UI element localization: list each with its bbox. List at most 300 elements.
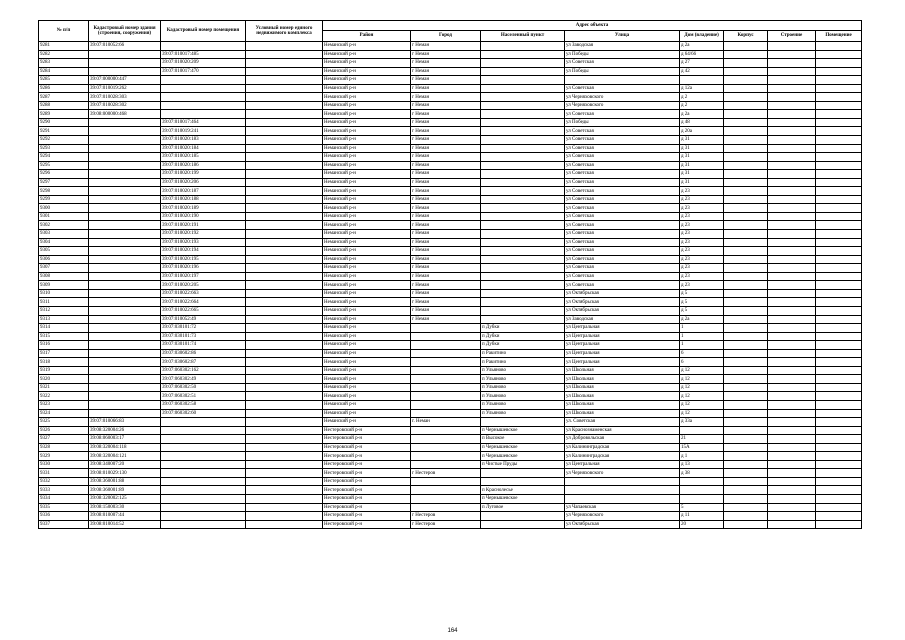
cell-cadastral-building: 39:07:010028:302 <box>89 101 161 110</box>
cell-cadastral-room <box>161 443 246 452</box>
cell-city <box>411 383 481 392</box>
cell-settlement <box>481 298 565 307</box>
cell-street: ул Центральная <box>565 460 680 469</box>
cell-pomeshchenie <box>816 195 862 204</box>
cell-cadastral-room: 39:07:010020:199 <box>161 170 246 179</box>
cell-cadastral-room: 39:07:010020:195 <box>161 255 246 264</box>
cell-settlement: п Дубки <box>481 341 565 350</box>
cell-stroenie <box>768 161 816 170</box>
cell-stroenie <box>768 418 816 427</box>
cell-num: 9303 <box>39 230 89 239</box>
cell-korpus <box>724 332 768 341</box>
cell-settlement <box>481 306 565 315</box>
cell-street: ул Заводская <box>565 42 680 51</box>
cell-house: д 20а <box>680 127 724 136</box>
cell-conditional <box>246 349 323 358</box>
cell-settlement <box>481 238 565 247</box>
cell-cadastral-building: 39:07:010066:83 <box>89 418 161 427</box>
cell-city <box>411 494 481 503</box>
cell-cadastral-room: 39:07:060302:60 <box>161 409 246 418</box>
cell-korpus <box>724 272 768 281</box>
cell-city <box>411 409 481 418</box>
cell-pomeshchenie <box>816 400 862 409</box>
table-row <box>39 358 862 367</box>
cell-house: д 2а <box>680 42 724 51</box>
cell-cadastral-room <box>161 93 246 102</box>
cell-stroenie <box>768 247 816 256</box>
cell-city: г Неман <box>411 212 481 221</box>
cell-city: г Неман <box>411 255 481 264</box>
cell-pomeshchenie <box>816 289 862 298</box>
cell-city <box>411 452 481 461</box>
cell-stroenie <box>768 315 816 324</box>
cell-cadastral-room: 39:07:010020:183 <box>161 136 246 145</box>
table-row <box>39 477 862 486</box>
table-row <box>39 341 862 350</box>
cell-district: Нестеровский р-н <box>323 469 411 478</box>
cell-korpus <box>724 153 768 162</box>
cell-district: Нестеровский р-н <box>323 494 411 503</box>
cell-cadastral-building <box>89 392 161 401</box>
cell-settlement <box>481 42 565 51</box>
cell-num: 9299 <box>39 195 89 204</box>
cell-num: 9283 <box>39 59 89 68</box>
cell-korpus <box>724 477 768 486</box>
cell-cadastral-building <box>89 59 161 68</box>
cell-stroenie <box>768 272 816 281</box>
cell-district: Неманский р-н <box>323 289 411 298</box>
cell-stroenie <box>768 443 816 452</box>
cell-cadastral-room: 39:07:010020:209 <box>161 59 246 68</box>
cell-house: д 23 <box>680 195 724 204</box>
cell-city <box>411 392 481 401</box>
cell-settlement <box>481 212 565 221</box>
cell-house: д 2 <box>680 93 724 102</box>
cell-pomeshchenie <box>816 366 862 375</box>
cell-korpus <box>724 324 768 333</box>
cell-city: г Неман <box>411 187 481 196</box>
cell-korpus <box>724 452 768 461</box>
table-row <box>39 272 862 281</box>
cell-district: Неманский р-н <box>323 230 411 239</box>
cell-district: Нестеровский р-н <box>323 520 411 529</box>
cell-house: д 5 <box>680 306 724 315</box>
cell-house: д 42 <box>680 67 724 76</box>
cell-cadastral-room: 39:07:010017:470 <box>161 67 246 76</box>
cell-settlement: п Дубки <box>481 324 565 333</box>
cell-num: 9290 <box>39 118 89 127</box>
table-row <box>39 435 862 444</box>
cell-korpus <box>724 212 768 221</box>
cell-pomeshchenie <box>816 281 862 290</box>
cell-conditional <box>246 477 323 486</box>
cell-street: ул Чапаевская <box>565 503 680 512</box>
cell-korpus <box>724 358 768 367</box>
cell-korpus <box>724 341 768 350</box>
cell-stroenie <box>768 426 816 435</box>
cell-stroenie <box>768 435 816 444</box>
cell-house: 15А <box>680 443 724 452</box>
cell-street: ул Черняховского <box>565 93 680 102</box>
cell-stroenie <box>768 452 816 461</box>
cell-settlement: п Ульяново <box>481 409 565 418</box>
cell-city: г Неман <box>411 153 481 162</box>
cell-conditional <box>246 520 323 529</box>
cell-conditional <box>246 127 323 136</box>
cell-settlement <box>481 187 565 196</box>
cell-cadastral-room: 39:07:010020:187 <box>161 187 246 196</box>
cell-pomeshchenie <box>816 520 862 529</box>
cell-stroenie <box>768 469 816 478</box>
cell-stroenie <box>768 503 816 512</box>
cell-korpus <box>724 59 768 68</box>
cell-cadastral-building: 39:08:000000:468 <box>89 110 161 119</box>
cell-num: 9307 <box>39 264 89 273</box>
cell-num: 9329 <box>39 452 89 461</box>
cell-num: 9335 <box>39 503 89 512</box>
table-row <box>39 178 862 187</box>
cell-cadastral-building <box>89 161 161 170</box>
cell-stroenie <box>768 118 816 127</box>
cell-cadastral-room <box>161 84 246 93</box>
cell-stroenie <box>768 264 816 273</box>
table-row <box>39 264 862 273</box>
cell-stroenie <box>768 512 816 521</box>
cell-district: Неманский р-н <box>323 42 411 51</box>
cell-stroenie <box>768 366 816 375</box>
cell-stroenie <box>768 187 816 196</box>
cell-district: Неманский р-н <box>323 341 411 350</box>
cell-house: д 23 <box>680 221 724 230</box>
table-row <box>39 443 862 452</box>
cell-conditional <box>246 93 323 102</box>
cell-cadastral-building <box>89 358 161 367</box>
table-row <box>39 298 862 307</box>
cell-district: Неманский р-н <box>323 101 411 110</box>
cell-pomeshchenie <box>816 136 862 145</box>
table-row <box>39 409 862 418</box>
cell-cadastral-room: 39:07:010020:197 <box>161 272 246 281</box>
cell-korpus <box>724 118 768 127</box>
cell-cadastral-building: 39:08:360001:88 <box>89 477 161 486</box>
cell-city: г Неман <box>411 170 481 179</box>
cell-street: ул Заводская <box>565 315 680 324</box>
cell-num: 9294 <box>39 153 89 162</box>
table-row <box>39 153 862 162</box>
cell-korpus <box>724 101 768 110</box>
cell-street: ул Октябрьская <box>565 289 680 298</box>
cell-stroenie <box>768 230 816 239</box>
cell-conditional <box>246 426 323 435</box>
cell-pomeshchenie <box>816 418 862 427</box>
cell-cadastral-building <box>89 264 161 273</box>
cell-street: ул Школьная <box>565 400 680 409</box>
cell-settlement <box>481 118 565 127</box>
cell-conditional <box>246 153 323 162</box>
cell-district: Неманский р-н <box>323 272 411 281</box>
cell-house: д 12 <box>680 409 724 418</box>
cell-settlement <box>481 255 565 264</box>
cell-house: д 31 <box>680 170 724 179</box>
cell-stroenie <box>768 110 816 119</box>
cell-settlement <box>481 67 565 76</box>
cell-cadastral-room: 39:07:060302:162 <box>161 366 246 375</box>
cell-korpus <box>724 195 768 204</box>
cell-district: Нестеровский р-н <box>323 452 411 461</box>
cell-house: д 23 <box>680 272 724 281</box>
cell-house: д 23 <box>680 230 724 239</box>
cell-house: 1 <box>680 341 724 350</box>
cell-city: г Неман <box>411 144 481 153</box>
table-row <box>39 101 862 110</box>
cell-cadastral-building <box>89 212 161 221</box>
cell-house: 5 <box>680 503 724 512</box>
cell-korpus <box>724 375 768 384</box>
cell-cadastral-room: 39:07:010020:191 <box>161 221 246 230</box>
cell-conditional <box>246 486 323 495</box>
cell-conditional <box>246 212 323 221</box>
cell-conditional <box>246 400 323 409</box>
cell-cadastral-room: 39:07:010022:664 <box>161 298 246 307</box>
cell-num: 9313 <box>39 315 89 324</box>
cell-korpus <box>724 76 768 85</box>
cell-conditional <box>246 298 323 307</box>
cell-korpus <box>724 486 768 495</box>
cell-settlement <box>481 281 565 290</box>
cell-house: д 64/66 <box>680 50 724 59</box>
cell-conditional <box>246 221 323 230</box>
cell-num: 9286 <box>39 84 89 93</box>
cell-num: 9282 <box>39 50 89 59</box>
table-row <box>39 469 862 478</box>
cell-pomeshchenie <box>816 42 862 51</box>
cell-street: ул Советская <box>565 127 680 136</box>
cell-city <box>411 426 481 435</box>
cell-cadastral-room: 39:07:060302:49 <box>161 375 246 384</box>
cell-house: д 23 <box>680 255 724 264</box>
cell-pomeshchenie <box>816 435 862 444</box>
cell-street: ул Центральная <box>565 332 680 341</box>
cell-stroenie <box>768 101 816 110</box>
cell-stroenie <box>768 127 816 136</box>
cell-conditional <box>246 306 323 315</box>
table-row <box>39 306 862 315</box>
cell-cadastral-room <box>161 477 246 486</box>
cell-pomeshchenie <box>816 255 862 264</box>
table-row <box>39 161 862 170</box>
cell-street: ул Советская <box>565 187 680 196</box>
cell-street: ул Советская <box>565 238 680 247</box>
cell-house: д 23 <box>680 238 724 247</box>
cell-num: 9296 <box>39 170 89 179</box>
cell-pomeshchenie <box>816 67 862 76</box>
cell-district: Нестеровский р-н <box>323 426 411 435</box>
cell-street: ул Центральная <box>565 349 680 358</box>
cell-city: г Неман <box>411 247 481 256</box>
cell-num: 9319 <box>39 366 89 375</box>
cell-cadastral-building <box>89 409 161 418</box>
cell-city: г Неман <box>411 161 481 170</box>
cell-stroenie <box>768 144 816 153</box>
cell-cadastral-building: 39:08:320004:121 <box>89 452 161 461</box>
cell-house: д 12 <box>680 392 724 401</box>
cell-korpus <box>724 136 768 145</box>
cell-conditional <box>246 452 323 461</box>
cell-num: 9327 <box>39 435 89 444</box>
cell-street: ул Советская <box>565 195 680 204</box>
cell-cadastral-building <box>89 187 161 196</box>
cell-korpus <box>724 349 768 358</box>
cell-house <box>680 426 724 435</box>
table-row <box>39 375 862 384</box>
table-row <box>39 366 862 375</box>
cell-street: ул Черняховского <box>565 101 680 110</box>
table-row <box>39 59 862 68</box>
cell-city: г Неман <box>411 93 481 102</box>
cell-cadastral-building <box>89 178 161 187</box>
cell-street: ул Советская <box>565 212 680 221</box>
cell-cadastral-building <box>89 315 161 324</box>
cell-korpus <box>724 392 768 401</box>
cell-house: д 31 <box>680 136 724 145</box>
cell-pomeshchenie <box>816 341 862 350</box>
table-row <box>39 460 862 469</box>
cell-city: г Неман <box>411 67 481 76</box>
cell-cadastral-room <box>161 494 246 503</box>
table-row <box>39 187 862 196</box>
cell-street <box>565 494 680 503</box>
cell-stroenie <box>768 289 816 298</box>
cell-city <box>411 366 481 375</box>
cell-street: ул Советская <box>565 84 680 93</box>
cell-settlement: п Ракитино <box>481 358 565 367</box>
cell-cadastral-building: 39:07:000000:447 <box>89 76 161 85</box>
cell-settlement <box>481 153 565 162</box>
cell-settlement <box>481 50 565 59</box>
cell-korpus <box>724 238 768 247</box>
cell-stroenie <box>768 306 816 315</box>
cell-num: 9292 <box>39 136 89 145</box>
cell-settlement <box>481 315 565 324</box>
cell-district: Неманский р-н <box>323 281 411 290</box>
cell-settlement <box>481 101 565 110</box>
table-row <box>39 503 862 512</box>
cell-num: 9300 <box>39 204 89 213</box>
cell-conditional <box>246 118 323 127</box>
cell-pomeshchenie <box>816 230 862 239</box>
cell-district: Неманский р-н <box>323 418 411 427</box>
cell-street: ул Советская <box>565 255 680 264</box>
cell-num: 9322 <box>39 392 89 401</box>
cell-cadastral-room: 39:07:010020:206 <box>161 178 246 187</box>
cell-cadastral-room <box>161 101 246 110</box>
cell-house: 20 <box>680 520 724 529</box>
cell-korpus <box>724 84 768 93</box>
cell-city: г Нестеров <box>411 469 481 478</box>
cell-pomeshchenie <box>816 392 862 401</box>
cell-conditional <box>246 272 323 281</box>
cell-city <box>411 341 481 350</box>
cell-house: д 48 <box>680 118 724 127</box>
cell-conditional <box>246 161 323 170</box>
cell-cadastral-building <box>89 144 161 153</box>
cell-korpus <box>724 426 768 435</box>
col-header-house: Дом (владение) <box>680 31 724 42</box>
col-header-stroenie: Строение <box>768 31 816 42</box>
cell-stroenie <box>768 212 816 221</box>
cell-conditional <box>246 392 323 401</box>
cell-cadastral-room <box>161 435 246 444</box>
cell-settlement: п Чернышевское <box>481 426 565 435</box>
cell-stroenie <box>768 59 816 68</box>
cell-pomeshchenie <box>816 324 862 333</box>
cell-settlement <box>481 127 565 136</box>
cell-district: Неманский р-н <box>323 221 411 230</box>
cell-korpus <box>724 221 768 230</box>
cell-city: г. Неман <box>411 418 481 427</box>
cell-house: д 23 <box>680 247 724 256</box>
cell-settlement <box>481 136 565 145</box>
cell-pomeshchenie <box>816 212 862 221</box>
cell-district: Нестеровский р-н <box>323 477 411 486</box>
cell-settlement <box>481 76 565 85</box>
table-row <box>39 247 862 256</box>
cell-pomeshchenie <box>816 84 862 93</box>
cell-settlement: п Луговое <box>481 503 565 512</box>
header-row-1 <box>39 21 862 31</box>
cell-district: Неманский р-н <box>323 195 411 204</box>
cell-cadastral-building <box>89 153 161 162</box>
cell-pomeshchenie <box>816 383 862 392</box>
cell-city <box>411 460 481 469</box>
table-row <box>39 170 862 179</box>
cell-num: 9314 <box>39 324 89 333</box>
cell-house <box>680 486 724 495</box>
cell-house <box>680 76 724 85</box>
cell-num: 9321 <box>39 383 89 392</box>
cell-conditional <box>246 281 323 290</box>
cell-district: Неманский р-н <box>323 247 411 256</box>
col-header-settlement: Населенный пункт <box>481 31 565 42</box>
cell-city <box>411 375 481 384</box>
cell-conditional <box>246 289 323 298</box>
cell-settlement: п Ульяново <box>481 366 565 375</box>
cell-pomeshchenie <box>816 221 862 230</box>
cell-street: ул Добровольская <box>565 435 680 444</box>
cell-pomeshchenie <box>816 59 862 68</box>
cell-pomeshchenie <box>816 512 862 521</box>
cell-city: г Неман <box>411 195 481 204</box>
cell-settlement: п Ульяново <box>481 392 565 401</box>
cell-pomeshchenie <box>816 127 862 136</box>
cell-street: ул Калининградская <box>565 452 680 461</box>
cell-num: 9328 <box>39 443 89 452</box>
cell-conditional <box>246 50 323 59</box>
cell-conditional <box>246 358 323 367</box>
cell-stroenie <box>768 76 816 85</box>
cell-district: Неманский р-н <box>323 118 411 127</box>
cell-pomeshchenie <box>816 503 862 512</box>
cell-num: 9305 <box>39 247 89 256</box>
cell-cadastral-building <box>89 136 161 145</box>
cell-korpus <box>724 418 768 427</box>
cell-pomeshchenie <box>816 264 862 273</box>
cell-city: г Неман <box>411 136 481 145</box>
cell-num: 9287 <box>39 93 89 102</box>
cell-district: Неманский р-н <box>323 127 411 136</box>
cell-city <box>411 400 481 409</box>
cell-cadastral-building: 39:07:010052:66 <box>89 42 161 51</box>
